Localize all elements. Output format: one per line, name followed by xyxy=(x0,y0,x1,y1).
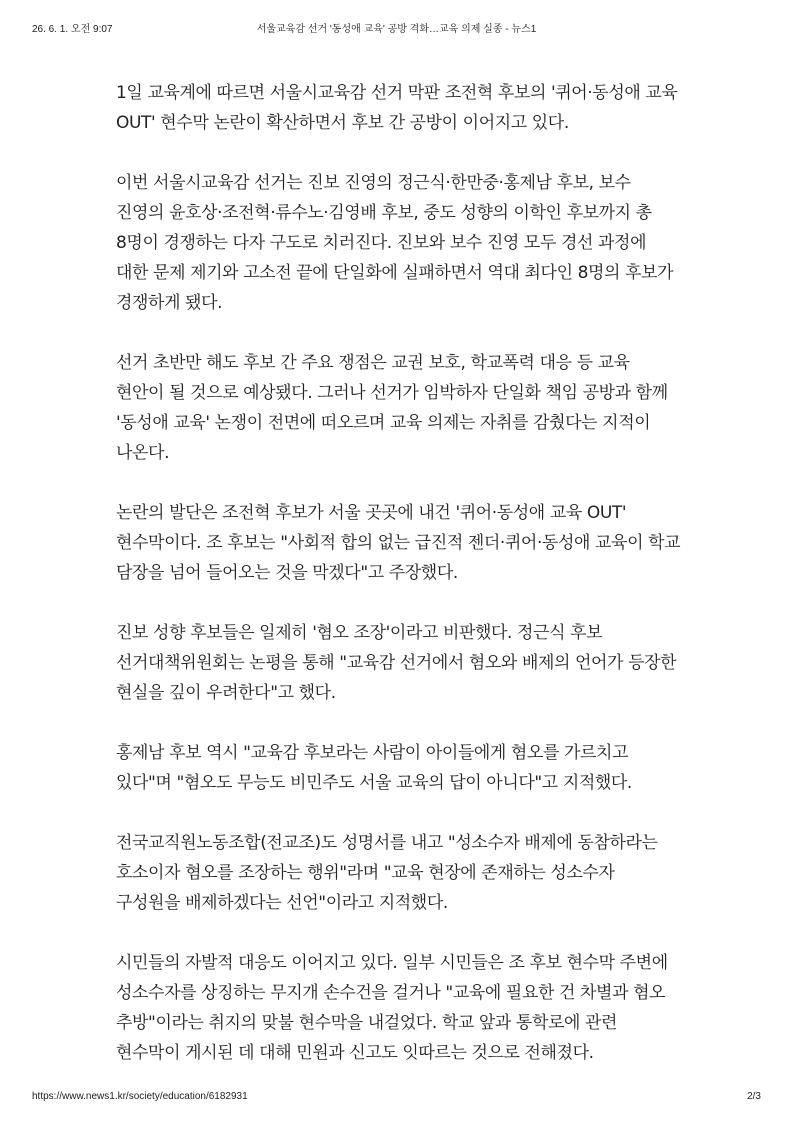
page-url[interactable]: https://www.news1.kr/society/education/6182931 xyxy=(32,1091,248,1102)
article-paragraph: 시민들의 자발적 대응도 이어지고 있다. 일부 시민들은 조 후보 현수막 주변에 성소수자를 상징하는 무지개 손수건을 걸거나 "교육에 필요한 건 차별과 혐오 추방"이라는 취지의 맞불 현수막을 내걸었다. 학교 앞과 통학로에 관련 현수막이 게시된 데 대해 민원과 신고도 잇따르는 것으로 전해졌다. xyxy=(116,953,668,1063)
article-paragraph: 이번 서울시교육감 선거는 진보 진영의 정근식·한만중·홍제남 후보, 보수 진영의 윤호상·조전혁·류수노·김영배 후보, 중도 성향의 이학인 후보까지 총 8명이 경쟁하는 다자 구도로 치러진다. 진보와 보수 진영 모두 경선 과정에 대한 문제 제기와 고소전 끝에 단일화에 실패하면서 역대 최다인 8명의 후보가 경쟁하게 됐다. xyxy=(116,173,674,313)
article-body xyxy=(116,78,682,1098)
print-title: 서울교육감 선거 '동성애 교육' 공방 격화…교육 의제 실종 - 뉴스1 xyxy=(256,24,537,35)
article-paragraph: 1일 교육계에 따르면 서울시교육감 선거 막판 조전혁 후보의 '퀴어·동성애 교육 OUT' 현수막 논란이 확산하면서 후보 간 공방이 이어지고 있다. xyxy=(116,83,678,133)
article-paragraph: 진보 성향 후보들은 일제히 '혐오 조장'이라고 비판했다. 정근식 후보 선거대책위원회는 논평을 통해 "교육감 선거에서 혐오와 배제의 언어가 등장한 현실을 깊이 우려한다"고 했다. xyxy=(116,623,677,703)
print-date: 26. 6. 1. 오전 9:07 xyxy=(32,24,113,35)
article-paragraph: 홍제남 후보 역시 "교육감 후보라는 사람이 아이들에게 혐오를 가르치고 있다"며 "혐오도 무능도 비민주도 서울 교육의 답이 아니다"고 지적했다. xyxy=(116,743,632,793)
article-paragraph: 전국교직원노동조합(전교조)도 성명서를 내고 "성소수자 배제에 동참하라는 호소이자 혐오를 조장하는 행위"라며 "교육 현장에 존재하는 성소수자 구성원을 배제하겠다는 선언"이라고 지적했다. xyxy=(116,833,658,913)
article-paragraph: 선거 초반만 해도 후보 간 주요 쟁점은 교권 보호, 학교폭력 대응 등 교육 현안이 될 것으로 예상됐다. 그러나 선거가 임박하자 단일화 책임 공방과 함께 '동성애 교육' 논쟁이 전면에 떠오르며 교육 의제는 자취를 감췄다는 지적이 나온다. xyxy=(116,353,668,463)
article-paragraph: 논란의 발단은 조전혁 후보가 서울 곳곳에 내건 '퀴어·동성애 교육 OUT' 현수막이다. 조 후보는 "사회적 합의 없는 급진적 젠더·퀴어·동성애 교육이 학교 담장을 넘어 들어오는 것을 막겠다"고 주장했다. xyxy=(116,503,681,583)
print-header xyxy=(32,20,761,36)
page-number: 2/3 xyxy=(747,1091,761,1102)
print-footer xyxy=(32,1091,761,1107)
